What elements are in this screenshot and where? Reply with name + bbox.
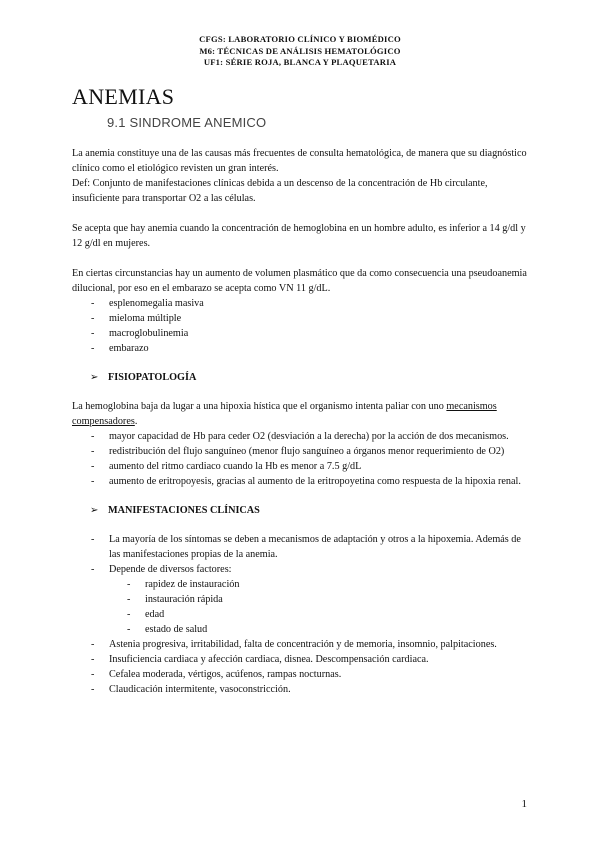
intro-paragraph-4: En ciertas circunstancias hay un aumento de volumen plasmático que da como consecuencia una pseudoanemia dilucional, por eso en el embarazo se acepta como VN 11 g/dL. [72, 268, 527, 294]
paragraph-text: La hemoglobina baja da lugar a una hipoxia hística que el organismo intenta paliar con uno [72, 401, 447, 412]
list-item: - macroglobulinemia [72, 326, 534, 341]
heading-fisiopatologia [72, 370, 534, 385]
sublist-item: - rapidez de instauración [72, 577, 534, 592]
document-header [0, 34, 600, 69]
compensation-list [72, 429, 534, 489]
list-item: - aumento de eritropoyesis, gracias al aumento de la eritropoyetina como respuesta de la hipoxia renal. [72, 474, 534, 489]
list-item: - mieloma múltiple [72, 311, 534, 326]
fisiopatologia-paragraph [72, 399, 534, 429]
page-number: 1 [521, 798, 527, 810]
list-item: - Insuficiencia cardiaca y afección cardiaca, disnea. Descompensación cardiaca. [72, 652, 534, 667]
pseudoanemia-list [72, 296, 534, 356]
list-item: - mayor capacidad de Hb para ceder O2 (desviación a la derecha) por la acción de dos mecanismos. [72, 429, 534, 444]
sublist-item: - instauración rápida [72, 592, 534, 607]
list-item: - Claudicación intermitente, vasoconstricción. [72, 682, 534, 697]
symptoms-list [72, 637, 534, 697]
header-line-3: UF1: SÉRIE ROJA, BLANCA Y PLAQUETARIA [203, 57, 397, 67]
intro-paragraph-3: Se acepta que hay anemia cuando la concentración de hemoglobina en un hombre adulto, es inferior a 14 g/dl y 12 g/dl en mujeres. [72, 223, 526, 249]
sublist-item: - estado de salud [72, 622, 534, 637]
heading-text: FISIOPATOLOGÍA [108, 372, 197, 383]
list-item: - esplenomegalia masiva [72, 296, 534, 311]
section-subtitle: 9.1 SINDROME ANEMICO [107, 115, 267, 130]
list-item: - redistribución del flujo sanguíneo (menor flujo sanguíneo a órganos menor requerimiento de O2) [72, 444, 534, 459]
sublist-item: - edad [72, 607, 534, 622]
factors-sublist [72, 577, 534, 637]
intro-definition: Def: Conjunto de manifestaciones clínicas debida a un descenso de la concentración de Hb circulante, insuficiente para transportar O2 a las células. [72, 178, 488, 204]
manifestaciones-list [72, 532, 534, 577]
arrow-bullet-icon: ➢ [90, 505, 99, 516]
list-item: - Cefalea moderada, vértigos, acúfenos, rampas nocturnas. [72, 667, 534, 682]
heading-text: MANIFESTACIONES CLÍNICAS [108, 505, 260, 516]
list-item: - Astenia progresiva, irritabilidad, falta de concentración y de memoria, insomnio, palpitaciones. [72, 637, 534, 652]
list-item: - Depende de diversos factores: [72, 562, 534, 577]
document-title: ANEMIAS [72, 84, 175, 109]
list-item: - La mayoría de los síntomas se deben a mecanismos de adaptación y otros a la hipoxemia. Además de las manifestaciones propias de la anemia. [72, 532, 534, 562]
heading-manifestaciones [72, 503, 534, 518]
intro-paragraph-1: La anemia constituye una de las causas más frecuentes de consulta hematológica, de manera que su diagnóstico clínico como el etiológico revisten un gran interés. [72, 148, 527, 174]
header-line-2: M6: TÉCNICAS DE ANÁLISIS HEMATOLÓGICO [199, 45, 401, 56]
list-item: - aumento del ritmo cardiaco cuando la Hb es menor a 7.5 g/dL [72, 459, 534, 474]
arrow-bullet-icon: ➢ [90, 372, 99, 383]
underlined-term: mecanismos compensadores [72, 401, 497, 427]
header-line-1: CFGS: LABORATORIO CLÍNICO Y BIOMÉDICO [199, 34, 401, 44]
document-body [72, 146, 534, 697]
list-item: - embarazo [72, 341, 534, 356]
paragraph-end: . [134, 416, 138, 427]
